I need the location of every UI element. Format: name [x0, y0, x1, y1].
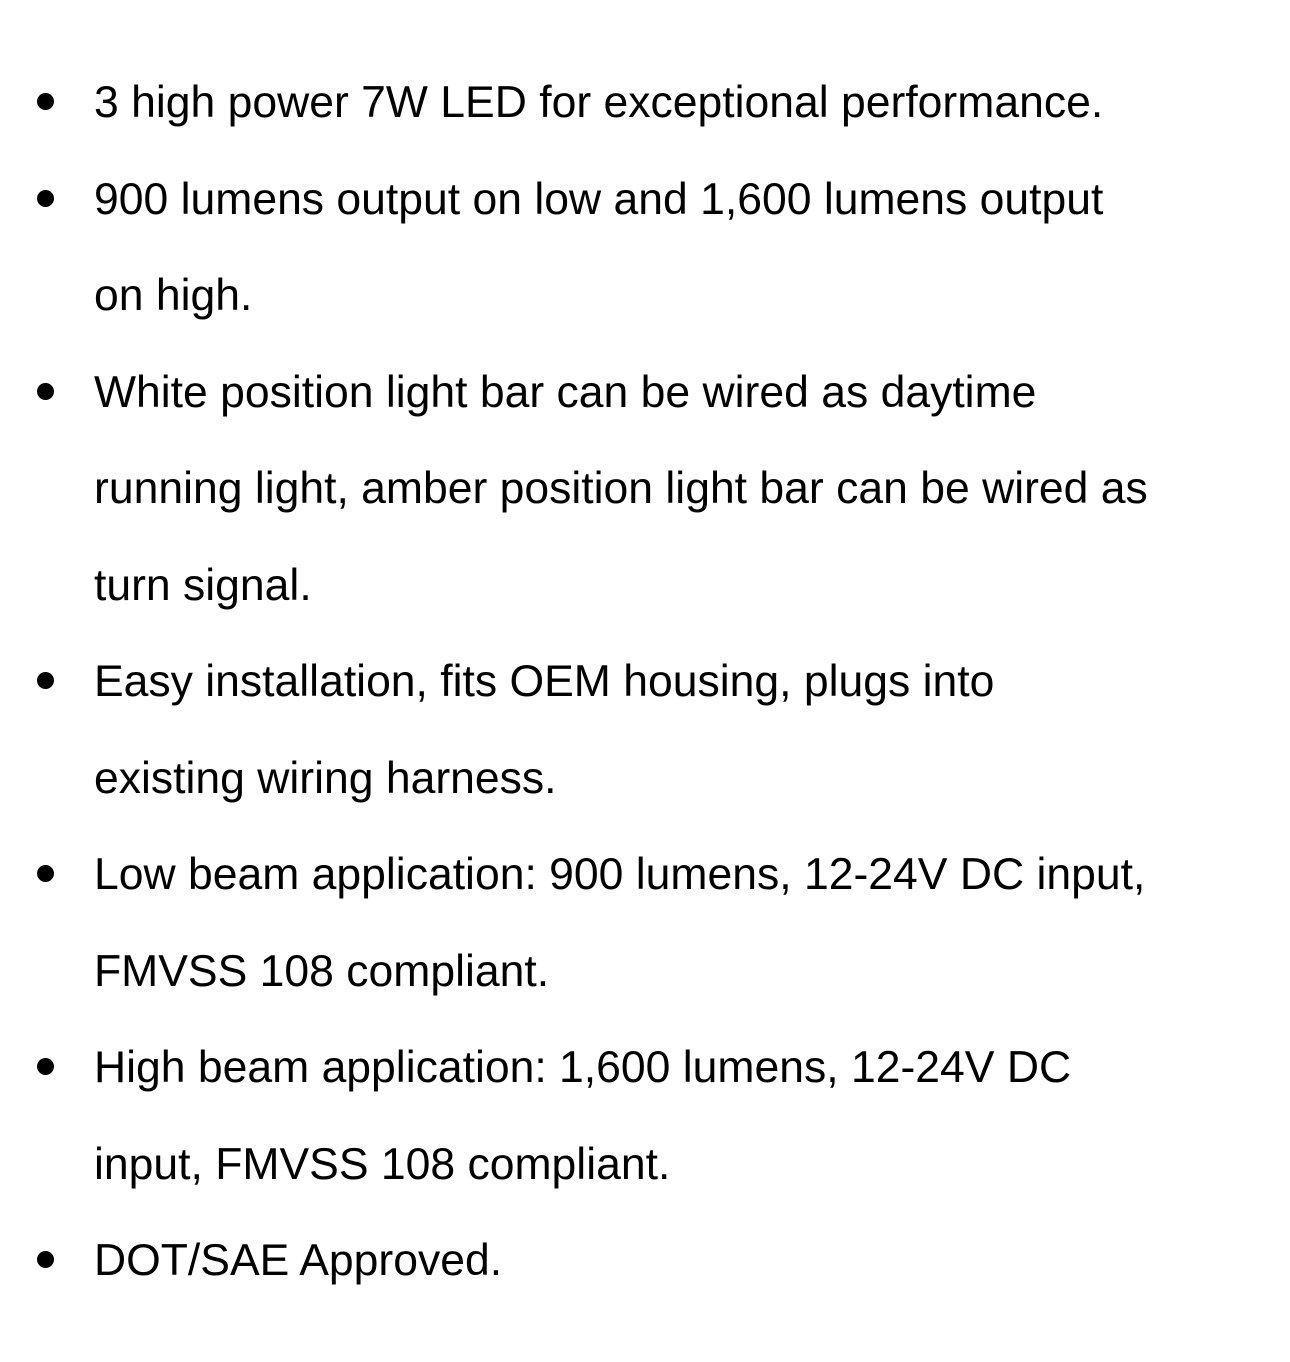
- list-item: [0, 1213, 1290, 1310]
- feature-text: Low beam application: 900 lumens, 12-24V DC input, FMVSS 108 compliant.: [94, 850, 1146, 996]
- list-item: [0, 152, 1290, 345]
- feature-text: 900 lumens output on low and 1,600 lumens output on high.: [94, 174, 1104, 320]
- feature-text: Easy installation, fits OEM housing, plugs into existing wiring harness.: [94, 657, 995, 803]
- bullet-icon: [37, 190, 54, 207]
- list-item: [0, 634, 1290, 827]
- list-item: [0, 345, 1290, 635]
- list-item: [0, 55, 1290, 152]
- feature-text: 3 high power 7W LED for exceptional performance.: [94, 78, 1104, 127]
- bullet-icon: [37, 865, 54, 882]
- bullet-icon: [37, 672, 54, 689]
- feature-list: [0, 55, 1290, 1310]
- feature-text: DOT/SAE Approved.: [94, 1236, 503, 1285]
- list-item: [0, 1020, 1290, 1213]
- feature-text: White position light bar can be wired as daytime running light, amber position light bar can be wired as turn signal.: [94, 367, 1148, 610]
- feature-text: High beam application: 1,600 lumens, 12-24V DC input, FMVSS 108 compliant.: [94, 1043, 1072, 1189]
- bullet-icon: [37, 1251, 54, 1268]
- bullet-icon: [37, 383, 54, 400]
- list-item: [0, 827, 1290, 1020]
- bullet-icon: [37, 93, 54, 110]
- bullet-icon: [37, 1058, 54, 1075]
